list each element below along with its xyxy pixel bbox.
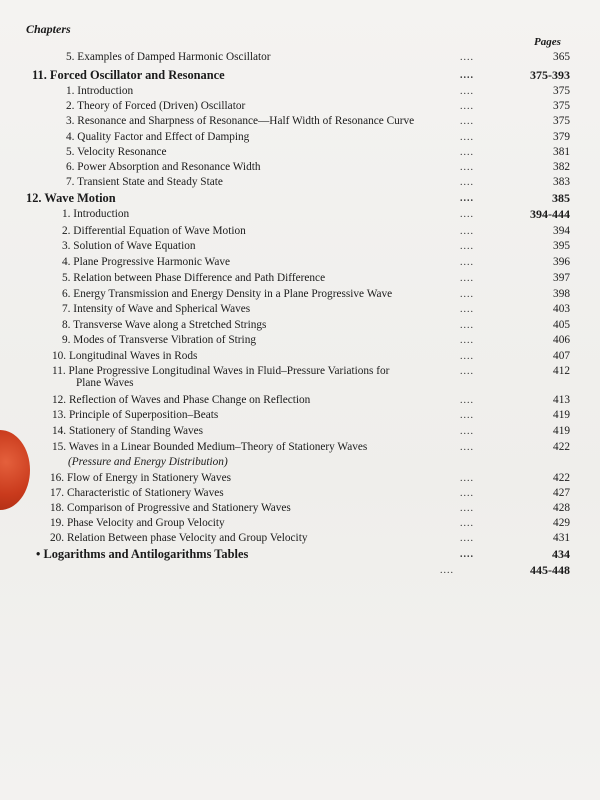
leader-dots: .... [460,132,474,143]
toc-page-number: 375-393 [530,68,570,82]
toc-row [0,531,600,546]
leader-dots: .... [460,147,474,158]
toc-page-number: 431 [553,532,570,544]
toc-page-number: 395 [553,240,570,252]
toc-row [0,393,600,408]
leader-dots: .... [460,257,474,268]
toc-entry-title: 2. Theory of Forced (Driven) Oscillator [66,100,246,112]
toc-chapter-row [0,547,600,562]
toc-row [0,130,600,145]
toc-row [0,287,600,302]
toc-row [0,224,600,239]
leader-dots: .... [460,533,474,544]
toc-row [0,455,600,470]
toc-row [0,255,600,270]
toc-row [0,84,600,99]
toc-entry-title: 6. Energy Transmission and Energy Density in a Plane Progressive Wave [62,288,393,300]
toc-entry-title: 14. Stationery of Standing Waves [52,425,204,437]
toc-entry-title: 11. Plane Progressive Longitudinal Waves in Fluid–Pressure Variations for [52,365,390,377]
toc-entry-title: 20. Relation Between phase Velocity and Group Velocity [50,532,308,544]
toc-chapter-row [0,68,600,83]
toc-entry-title: 8. Transverse Wave along a Stretched Strings [62,319,267,331]
toc-page-number: 381 [553,146,570,158]
leader-dots: .... [460,335,474,346]
toc-entry-title: 12. Wave Motion [26,191,116,205]
toc-entry-title: 11. Forced Oscillator and Resonance [32,68,225,82]
toc-page-number: 397 [553,272,570,284]
toc-row [0,376,600,391]
toc-page-number: 365 [553,51,570,63]
toc-entry-title: 10. Longitudinal Waves in Rods [52,350,198,362]
toc-page-number: 405 [553,319,570,331]
leader-dots: .... [460,193,474,204]
toc-row [0,408,600,423]
toc-page-number: 382 [553,161,570,173]
toc-page-number: 396 [553,256,570,268]
toc-entry-title: 17. Characteristic of Stationery Waves [50,487,224,499]
toc-entry-title: 3. Solution of Wave Equation [62,240,196,252]
toc-row [0,302,600,317]
toc-page-number: 375 [553,85,570,97]
toc-entry-title: 7. Intensity of Wave and Spherical Waves [62,303,251,315]
leader-dots: .... [460,101,474,112]
toc-entry-title: 5. Examples of Damped Harmonic Oscillator [66,51,271,63]
toc-page-number: 403 [553,303,570,315]
toc-entry-title: 19. Phase Velocity and Group Velocity [50,517,225,529]
toc-row [0,50,600,65]
leader-dots: .... [460,209,474,220]
toc-entry-title: 5. Velocity Resonance [66,146,167,158]
toc-page-number: 394-444 [530,207,570,221]
toc-page-number: 375 [553,100,570,112]
toc-row [0,486,600,501]
toc-entry-title: 6. Power Absorption and Resonance Width [66,161,261,173]
toc-row [0,160,600,175]
toc-entry-title: (Pressure and Energy Distribution) [68,456,228,468]
toc-row [0,271,600,286]
leader-dots: .... [460,273,474,284]
toc-row [0,239,600,254]
toc-row [0,349,600,364]
toc-page-number: 406 [553,334,570,346]
leader-dots: .... [460,518,474,529]
toc-page-number: 419 [553,425,570,437]
leader-dots: .... [460,116,474,127]
leader-dots: .... [460,226,474,237]
leader-dots: .... [460,488,474,499]
toc-entry-title: 7. Transient State and Steady State [66,176,223,188]
toc-page-number: 379 [553,131,570,143]
toc-entry-title: 15. Waves in a Linear Bounded Medium–Theory of Stationery Waves [52,441,368,453]
toc-page-number: 394 [553,225,570,237]
toc-row [0,440,600,455]
leader-dots: .... [460,177,474,188]
leader-dots: .... [460,442,474,453]
leader-dots: .... [460,52,474,63]
toc-entry-title: • Logarithms and Antilogarithms Tables [36,547,249,561]
toc-entry-title: 1. Introduction [62,208,130,220]
toc-entry-title: 13. Principle of Superposition–Beats [52,409,219,421]
toc-row [0,207,600,222]
toc-page-number: 412 [553,365,570,377]
toc-page-number: 445-448 [530,563,570,577]
leader-dots: .... [460,320,474,331]
leader-dots: .... [460,241,474,252]
toc-page-number: 427 [553,487,570,499]
toc-entry-title: 3. Resonance and Sharpness of Resonance—Half Width of Resonance Curve [66,115,415,127]
leader-dots: .... [460,549,474,560]
toc-row [0,424,600,439]
leader-dots: .... [460,473,474,484]
toc-page-number: 428 [553,502,570,514]
toc-entry-title: 18. Comparison of Progressive and Stationery Waves [50,502,291,514]
toc-page-number: 385 [552,191,570,205]
toc-page-number: 419 [553,409,570,421]
leader-dots: .... [460,351,474,362]
toc-row [0,471,600,486]
toc-page-number: 398 [553,288,570,300]
toc-entry-title: 4. Quality Factor and Effect of Damping [66,131,250,143]
toc-page-number: 413 [553,394,570,406]
toc-page-number: 375 [553,115,570,127]
toc-entry-title: 4. Plane Progressive Harmonic Wave [62,256,230,268]
toc-row [0,516,600,531]
toc-row [0,145,600,160]
toc-page-number: 422 [553,472,570,484]
toc-entry-title: 16. Flow of Energy in Stationery Waves [50,472,231,484]
toc-page-number: 383 [553,176,570,188]
chapters-heading: Chapters [26,22,71,36]
leader-dots: .... [460,426,474,437]
toc-row [0,175,600,190]
toc-row [0,563,600,578]
pages-heading: Pages [534,36,561,48]
leader-dots: .... [460,86,474,97]
leader-dots: .... [460,304,474,315]
toc-page-number: 434 [552,547,570,561]
toc-row [0,501,600,516]
toc-entry-title: 5. Relation between Phase Difference and Path Difference [62,272,326,284]
toc-entry-title: 1. Introduction [66,85,134,97]
toc-page-number: 422 [553,441,570,453]
toc-row [0,318,600,333]
leader-dots: .... [460,410,474,421]
toc-entry-title: Plane Waves [76,377,134,389]
toc-row [0,114,600,129]
toc-entry-title: 12. Reflection of Waves and Phase Change on Reflection [52,394,311,406]
leader-dots: .... [460,366,474,377]
leader-dots: .... [460,162,474,173]
leader-dots: .... [460,70,474,81]
toc-chapter-row [0,191,600,206]
leader-dots: .... [460,289,474,300]
toc-row [0,99,600,114]
leader-dots: .... [440,565,454,576]
toc-row [0,333,600,348]
toc-entry-title: 9. Modes of Transverse Vibration of String [62,334,256,346]
toc-page-number: 429 [553,517,570,529]
toc-page-number: 407 [553,350,570,362]
leader-dots: .... [460,503,474,514]
leader-dots: .... [460,395,474,406]
toc-entry-title: 2. Differential Equation of Wave Motion [62,225,246,237]
